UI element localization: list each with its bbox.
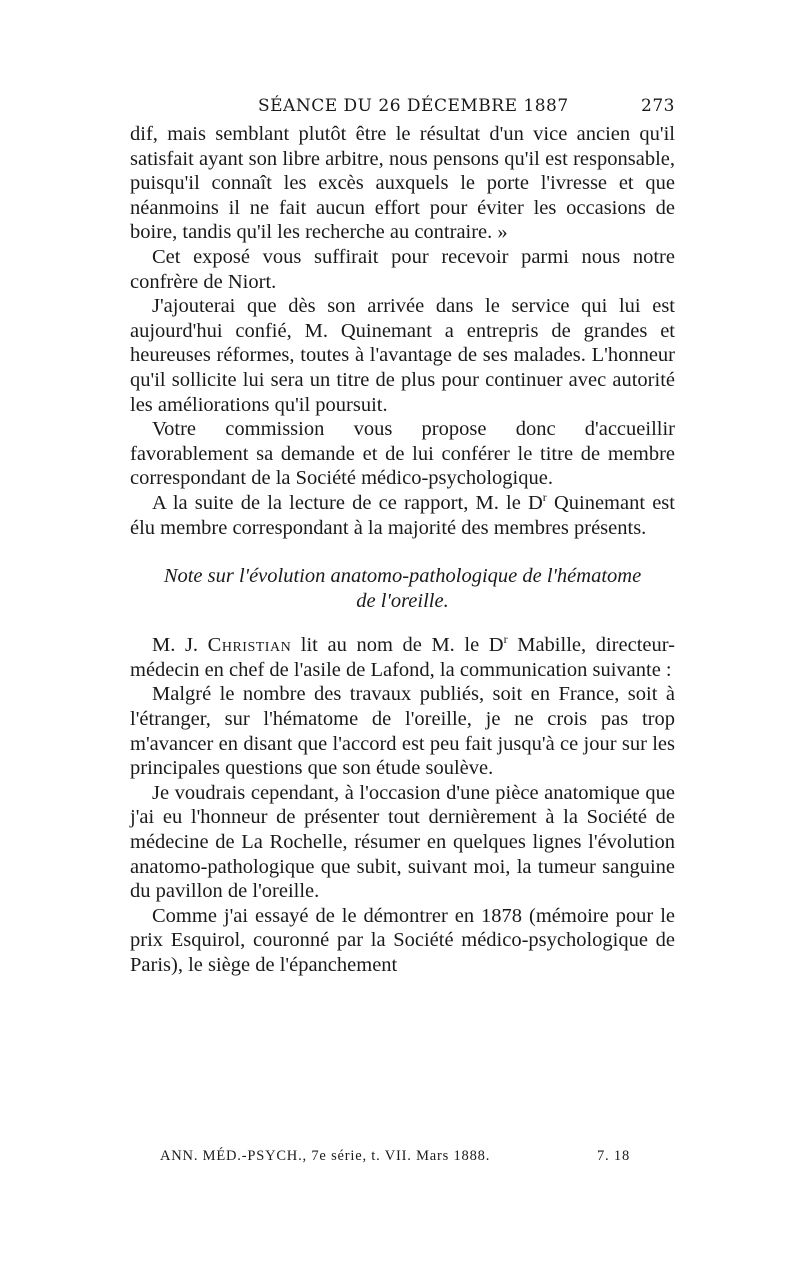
document-page xyxy=(130,96,675,978)
text-run: Quinemant est élu membre correspondant à la majorité des membres présents. xyxy=(130,491,675,539)
paragraph: Comme j'ai essayé de le démontrer en 1878 (mémoire pour le prix Esquirol, couronné par la Société médico-psychologique de Paris), le siège de l'épanchement xyxy=(130,904,675,976)
paragraph: Je voudrais cependant, à l'occasion d'une pièce anatomique que j'ai eu l'honneur de présenter tout dernièrement à la Société de médecine de La Rochelle, résumer en quelques lignes l'évolution anatomo-pathologique que subit, suivant moi, la tumeur sanguine du pavillon de l'oreille. xyxy=(130,781,675,903)
text-run: A la suite de la lecture de ce rapport, M. le D xyxy=(152,491,543,514)
running-head-title: SÉANCE DU 26 DÉCEMBRE 1887 xyxy=(258,96,569,116)
text-run: M. J. xyxy=(152,634,208,657)
page-number: 273 xyxy=(641,96,675,116)
page-footer xyxy=(160,1148,630,1165)
text-run: lit au nom de M. le D xyxy=(291,634,504,657)
paragraph: Cet exposé vous suffirait pour recevoir parmi nous notre confrère de Niort. xyxy=(130,245,675,293)
section-title xyxy=(130,564,675,613)
body-text-continued xyxy=(130,633,675,977)
paragraph: Malgré le nombre des travaux publiés, soit en France, soit à l'étranger, sur l'hématome de l'oreille, je ne crois pas trop m'avancer en disant que l'accord est peu fait jusqu'à ce jour sur les principales questions que son étude soulève. xyxy=(130,683,675,780)
section-title-line: de l'oreille. xyxy=(356,589,449,612)
paragraph-christian xyxy=(130,633,675,682)
text-run: Mabille, directeur-médecin en chef de l'asile de Lafond, la communication suivante : xyxy=(130,634,675,681)
paragraph: J'ajouterai que dès son arrivée dans le service qui lui est aujourd'hui confié, M. Quinemant a entrepris de grandes et heureuses réformes, toutes à l'avantage de ses malades. L'honneur qu'il sollicite lui sera un titre de plus pour continuer avec autorité les améliorations qu'il poursuit. xyxy=(130,295,675,416)
running-head xyxy=(258,96,675,116)
footer-citation: ANN. MÉD.-PSYCH., 7e série, t. VII. Mars 1888. xyxy=(160,1148,491,1164)
paragraph-result xyxy=(130,491,675,540)
body-text xyxy=(130,122,675,540)
footer-signature: 7. 18 xyxy=(597,1148,630,1164)
superscript: r xyxy=(503,632,508,647)
paragraph: dif, mais semblant plutôt être le résultat d'un vice ancien qu'il satisfait ayant son libre arbitre, nous pensons qu'il est responsable, puisqu'il connaît les excès auxquels le porte l'ivresse et que néanmoins il ne fait aucun effort pour éviter les occasions de boire, tandis qu'il les recherche au contraire. » xyxy=(130,123,675,244)
paragraph: Votre commission vous propose donc d'accueillir favorablement sa demande et de lui conférer le titre de membre correspondant de la Société médico-psychologique. xyxy=(130,418,675,490)
superscript: r xyxy=(542,490,547,505)
author-name: Christian xyxy=(207,634,292,657)
section-title-line: Note sur l'évolution anatomo-pathologique de l'hématome xyxy=(163,565,642,588)
